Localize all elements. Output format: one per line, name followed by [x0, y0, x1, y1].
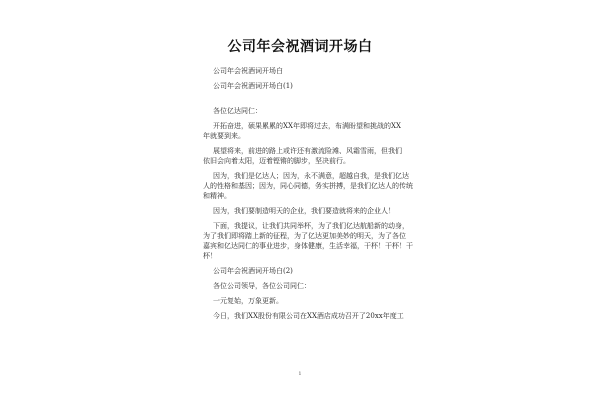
text-line: 人的性格和基因；因为，同心同德，务实拼搏，是我们亿达人的传统	[203, 182, 413, 190]
text-line: 杯！	[203, 252, 217, 260]
text-line: 各位亿达同仁：	[213, 107, 262, 115]
text-line: 依旧会向着太阳，迈着铿锵的脚步，坚决前行。	[203, 157, 350, 165]
text-line: 下面，我提议，让我们共同举杯，为了我们亿达航船新的动身，	[213, 222, 409, 230]
text-line: 年就要到来。	[203, 132, 245, 140]
text-line: 展望将来，前进的路上或许还有激流险滩、风霜雪雨，但我们	[213, 147, 402, 155]
text-line: 开拓奋进，硕果累累的XX年即将过去，布满盼望和挑战的XX	[213, 122, 401, 130]
text-line: 嘉宾和亿达同仁的事业进步，身体健康，生活幸福，干杯！干杯！干	[203, 242, 413, 250]
text-line: 和精神。	[203, 192, 231, 200]
text-line: 今日，我们XX股份有限公司在XX酒店成功召开了20xx年度工	[213, 312, 404, 320]
page-number: 1	[298, 371, 302, 377]
text-line: 公司年会祝酒词开场白(2)	[213, 267, 293, 275]
page-title: 公司年会祝酒词开场白	[227, 39, 373, 55]
text-line: 因为，我们要制造明天的企业，我们要造就将来的企业人！	[213, 207, 395, 215]
text-line: 因为，我们是亿达人；因为，永不满意，超越自我，是我们亿达	[213, 172, 409, 180]
text-line: 公司年会祝酒词开场白	[213, 67, 283, 75]
text-line: 公司年会祝酒词开场白(1)	[213, 82, 293, 90]
text-line: 一元复始，万象更新。	[213, 297, 283, 305]
text-line: 各位公司领导，各位公司同仁：	[213, 282, 311, 290]
document-body	[203, 66, 413, 321]
text-line: 为了我们即将踏上新的征程，为了亿达更加美妙的明天，为了各位	[203, 232, 406, 240]
